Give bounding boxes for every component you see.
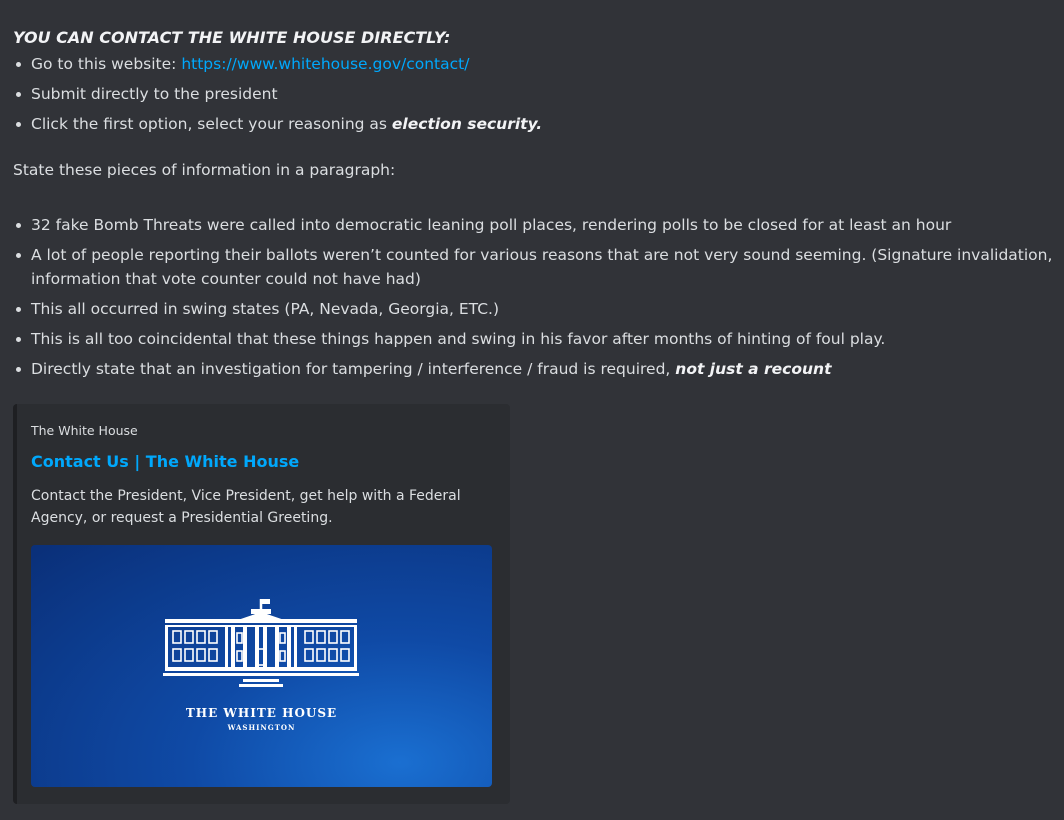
list-item: 32 fake Bomb Threats were called into democratic leaning poll places, rendering polls to be closed for at least an hour (13, 213, 1058, 237)
list-item (13, 357, 1058, 381)
embed-provider: The White House (31, 423, 138, 438)
link-embed (13, 404, 510, 804)
step-text: Click the first option, select your reasoning as (31, 115, 392, 133)
point-text: Directly state that an investigation for tampering / interference / fraud is required, (31, 360, 676, 378)
embed-title-link[interactable]: Contact Us | The White House (31, 452, 300, 471)
points-list (13, 213, 1058, 381)
embed-description: Contact the President, Vice President, get help with a Federal Agency, or request a Presidential Greeting. (31, 488, 461, 526)
embed-image[interactable] (31, 545, 492, 787)
instruction-paragraph: State these pieces of information in a paragraph: (13, 161, 396, 179)
emphasis-text: election security. (391, 115, 543, 133)
list-item: This is all too coincidental that these things happen and swing in his favor after months of hinting of foul play. (13, 327, 1058, 351)
steps-list (13, 52, 1058, 136)
image-title: THE WHITE HOUSE (185, 706, 338, 720)
message-heading: YOU CAN CONTACT THE WHITE HOUSE DIRECTLY: (13, 28, 451, 47)
list-item: This all occurred in swing states (PA, Nevada, Georgia, ETC.) (13, 297, 1058, 321)
list-item: A lot of people reporting their ballots weren’t counted for various reasons that are not very sound seeming. (Signature invalidation, information that vote counter could not have had) (13, 243, 1058, 291)
chat-message (13, 26, 1058, 387)
step-text: Go to this website: (31, 55, 182, 73)
list-item: Submit directly to the president (13, 82, 1058, 106)
list-item (13, 112, 1058, 136)
image-subtitle: WASHINGTON (227, 723, 296, 732)
contact-link[interactable]: https://www.whitehouse.gov/contact/ (181, 55, 470, 73)
white-house-building-icon (163, 597, 359, 691)
emphasis-text: not just a recount (675, 360, 832, 378)
list-item (13, 52, 1058, 76)
